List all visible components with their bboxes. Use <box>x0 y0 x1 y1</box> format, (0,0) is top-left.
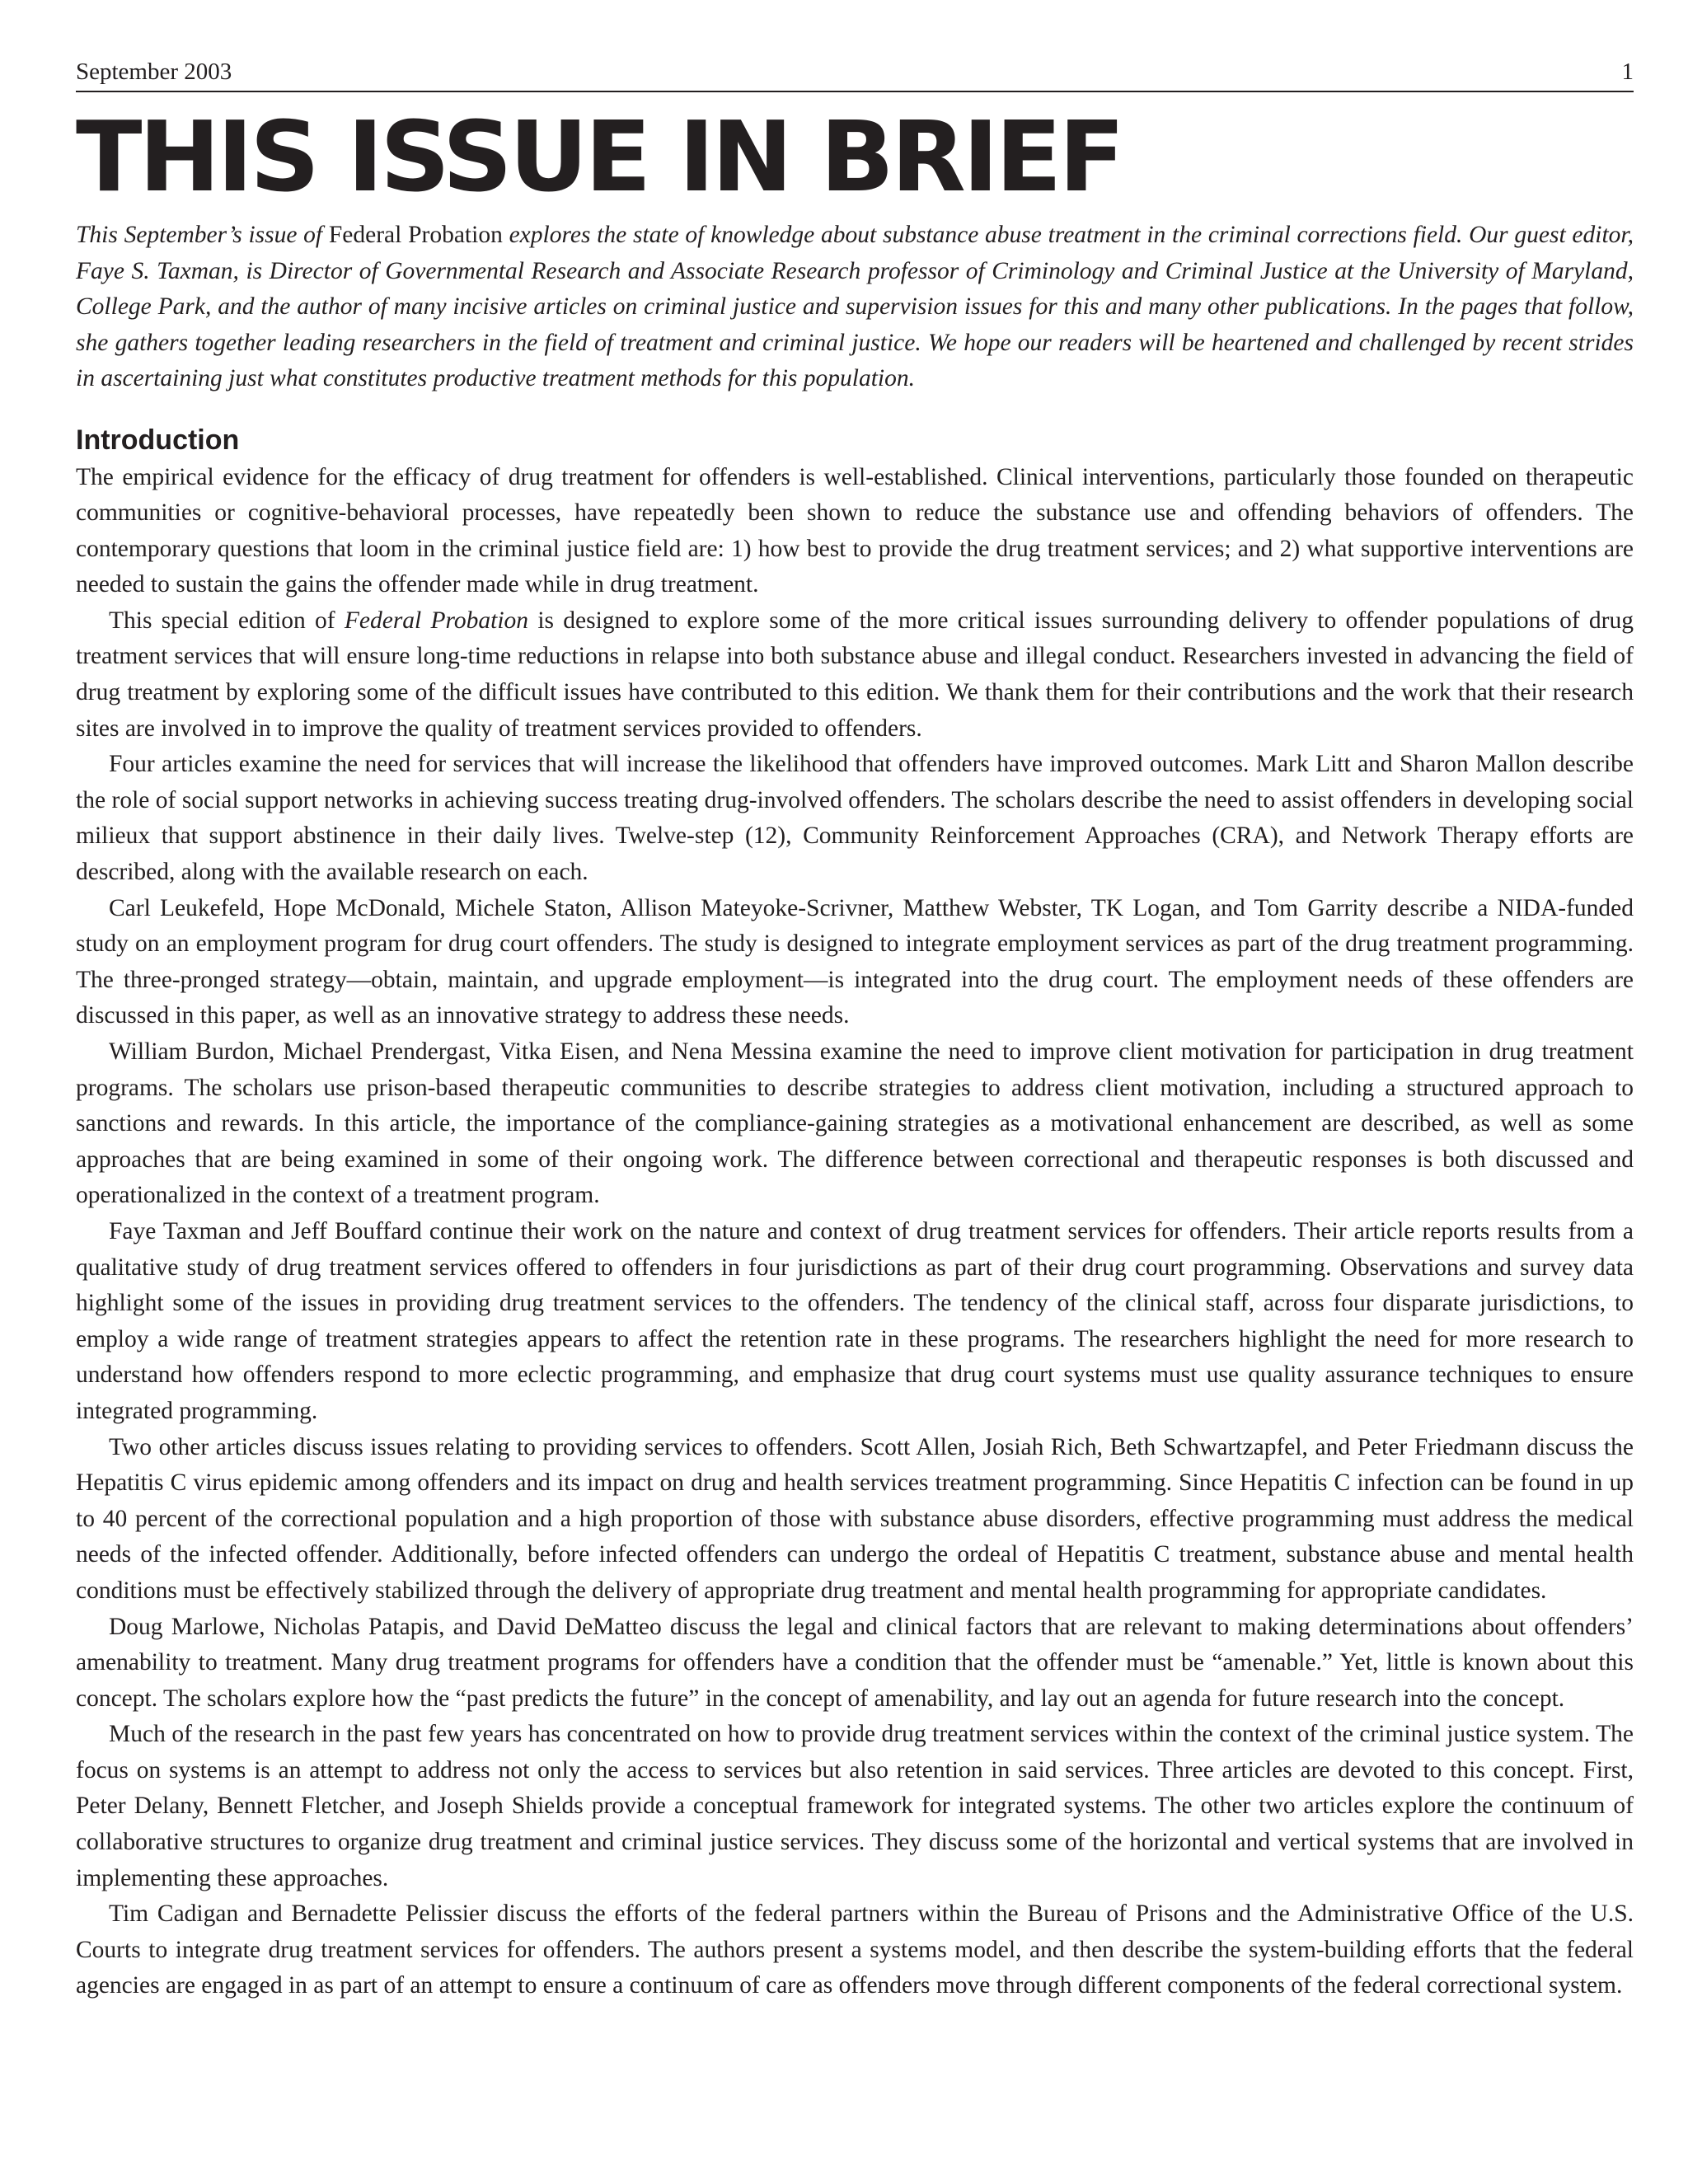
section-heading-introduction: Introduction <box>76 424 240 456</box>
paragraph-9: Much of the research in the past few years has concentrated on how to provide drug treatment services within the context of the criminal justice system. The focus on systems is an attempt to address not only the access to services but also retention in said services. Three articles are devoted to this concept. First, Peter Delany, Bennett Fletcher, and Joseph Shields provide a conceptual framework for integrated systems. The other two articles explore the continuum of collaborative structures to organize drug treatment and criminal justice services. They discuss some of the horizontal and vertical systems that are involved in implementing these approaches. <box>76 1721 1634 1891</box>
page <box>76 58 1634 2004</box>
issue-date: September 2003 <box>76 59 232 85</box>
paragraph-2-journal-name: Federal Probation <box>344 607 529 634</box>
running-header <box>76 58 1634 92</box>
paragraph-7: Two other articles discuss issues relating to providing services to offenders. Scott Allen, Josiah Rich, Beth Schwartzapfel, and Peter Friedmann discuss the Hepatitis C virus epidemic among offenders and its impact on drug and health services treatment programming. Since Hepatitis C infection can be found in up to 40 percent of the correctional population and a high proportion of those with substance abuse disorders, effective programming must address the medical needs of the infected offender. Additionally, before infected offenders can undergo the ordeal of Hepatitis C treatment, substance abuse and mental health conditions must be effectively stabilized through the delivery of appropriate drug treatment and mental health programming for appropriate candidates. <box>76 1433 1634 1604</box>
paragraph-4: Carl Leukefeld, Hope McDonald, Michele Staton, Allison Mateyoke-Scrivner, Matthew Webster, TK Logan, and Tom Garrity describe a NIDA-funded study on an employment program for drug court offenders. The study is designed to integrate employment services as part of the drug treatment programming. The three-pronged strategy—obtain, maintain, and upgrade employment—is integrated into the drug court. The employment needs of these offenders are discussed in this paper, as well as an innovative strategy to address these needs. <box>76 894 1634 1029</box>
introduction-body <box>76 460 1634 2005</box>
page-title: THIS ISSUE IN BRIEF <box>76 100 1122 213</box>
paragraph-2-text-b: is designed to explore some of the more critical issues surrounding delivery to offender populations of drug treatment services that will ensure long-time reductions in relapse into both substance abuse and illegal conduct. Researchers invested in advancing the field of drug treatment by exploring some of the difficult issues have contributed to this edition. We thank them for their contributions and the work that their research sites are involved in to improve the quality of treatment services provided to offenders. <box>76 607 1634 742</box>
editor-lede <box>76 218 1634 397</box>
page-number: 1 <box>1621 59 1634 85</box>
paragraph-6: Faye Taxman and Jeff Bouffard continue their work on the nature and context of drug treatment services for offenders. Their article reports results from a qualitative study of drug treatment services offered to offenders in four jurisdictions as part of their drug court programming. Observations and survey data highlight some of the issues in providing drug treatment services to the offenders. The tendency of the clinical staff, across four disparate jurisdictions, to employ a wide range of treatment strategies appears to affect the retention rate in these programs. The researchers highlight the need for more research to understand how offenders respond to more eclectic programming, and emphasize that drug court systems must use quality assurance techniques to ensure integrated programming. <box>76 1217 1634 1424</box>
lede-text-1: This September’s issue of <box>76 222 329 248</box>
paragraph-1: The empirical evidence for the efficacy of drug treatment for offenders is well-established. Clinical interventions, particularly those founded on therapeutic communities or cognitive-behavioral processes, have repeatedly been shown to reduce the substance use and offending behaviors of offenders. The contemporary questions that loom in the criminal justice field are: 1) how best to provide the drug treatment services; and 2) what supportive interventions are needed to sustain the gains the offender made while in drug treatment. <box>76 463 1634 598</box>
paragraph-10: Tim Cadigan and Bernadette Pelissier discuss the efforts of the federal partners within the Bureau of Prisons and the Administrative Office of the U.S. Courts to integrate drug treatment services for offenders. The authors present a systems model, and then describe the system-building efforts that the federal agencies are engaged in as part of an attempt to ensure a continuum of care as offenders move through different components of the federal correctional system. <box>76 1900 1634 1999</box>
paragraph-8: Doug Marlowe, Nicholas Patapis, and David DeMatteo discuss the legal and clinical factors that are relevant to making determinations about offenders’ amenability to treatment. Many drug treatment programs for offenders have a condition that the offender must be “amenable.” Yet, little is known about this concept. The scholars explore how the “past predicts the future” in the concept of amenability, and lay out an agenda for future research into the concept. <box>76 1613 1634 1712</box>
paragraph-2 <box>76 603 1634 747</box>
lede-journal-name: Federal Probation <box>328 222 503 248</box>
paragraph-5: William Burdon, Michael Prendergast, Vitka Eisen, and Nena Messina examine the need to improve client motivation for participation in drug treatment programs. The scholars use prison-based therapeutic communities to describe strategies to address client motivation, including a structured approach to sanctions and rewards. In this article, the importance of the compliance-gaining strategies as a motivational enhancement are described, as well as some approaches that are being examined in some of their ongoing work. The difference between correctional and therapeutic responses is both discussed and operationalized in the context of a treatment program. <box>76 1038 1634 1209</box>
paragraph-3: Four articles examine the need for services that will increase the likelihood that offenders have improved outcomes. Mark Litt and Sharon Mallon describe the role of social support networks in achieving success treating drug-involved offenders. The scholars describe the need to assist offenders in developing social milieux that support abstinence in their daily lives. Twelve-step (12), Community Reinforcement Approaches (CRA), and Network Therapy efforts are described, along with the available research on each. <box>76 751 1634 886</box>
lede-text-2: explores the state of knowledge about substance abuse treatment in the criminal corrections field. Our guest editor, Faye S. Taxman, is Director of Governmental Research and Associate Research professor of Criminology and Criminal Justice at the University of Maryland, College Park, and the author of many incisive articles on criminal justice and supervision issues for this and many other publications. In the pages that follow, she gathers together leading researchers in the field of treatment and criminal justice. We hope our readers will be heartened and challenged by recent strides in ascertaining just what constitutes productive treatment methods for this population. <box>76 222 1634 391</box>
paragraph-2-text-a: This special edition of <box>109 607 345 634</box>
